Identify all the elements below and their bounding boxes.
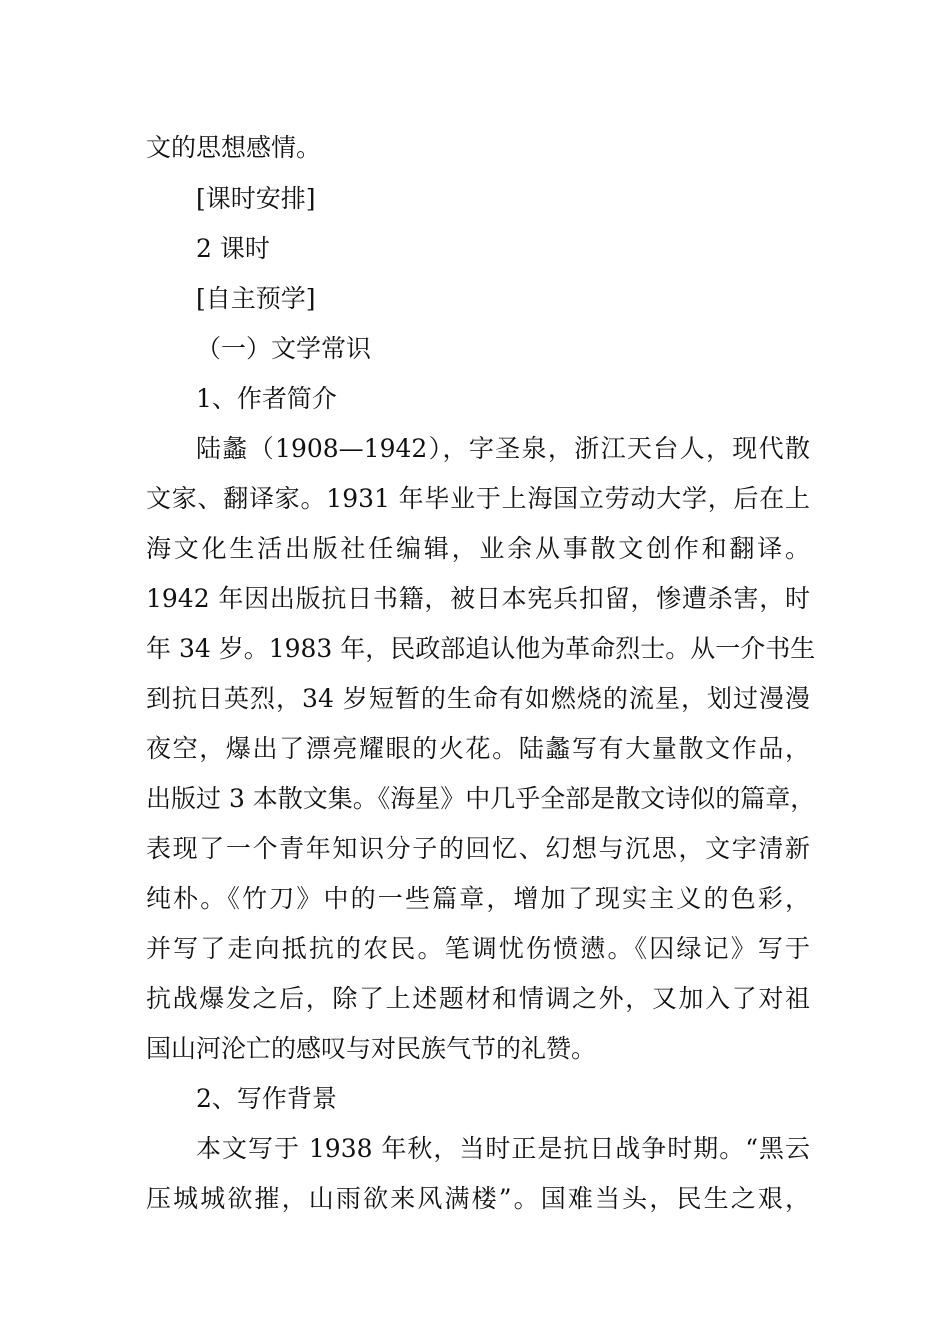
author-paragraph-line: 陆蠡（1908—1942），字圣泉，浙江天台人，现代散 (196, 434, 810, 463)
section-heading-schedule: [课时安排] (196, 184, 316, 213)
background-paragraph-line: 本文写于 1938 年秋，当时正是抗日战争时期。“黑云 (196, 1134, 810, 1163)
author-paragraph-line: 1942 年因出版抗日书籍，被日本宪兵扣留，惨遭杀害，时 (146, 584, 810, 613)
author-paragraph-line: 出版过 3 本散文集。《海星》中几乎全部是散文诗似的篇章， (146, 784, 816, 813)
paragraph-continuation-line: 文的思想感情。 (146, 133, 322, 162)
subsection-heading-literature: （一）文学常识 (196, 334, 372, 363)
item-heading-author: 1、作者简介 (196, 384, 337, 413)
item-heading-background: 2、写作背景 (196, 1084, 337, 1113)
author-paragraph-line: 文家、翻译家。1931 年毕业于上海国立劳动大学，后在上 (146, 484, 810, 513)
schedule-value: 2 课时 (196, 234, 270, 263)
author-paragraph-line: 表现了一个青年知识分子的回忆、幻想与沉思，文字清新 (146, 834, 810, 863)
author-paragraph-line: 并写了走向抵抗的农民。笔调忧伤愤懑。《囚绿记》写于 (146, 934, 810, 963)
author-paragraph-line: 年 34 岁。1983 年，民政部追认他为革命烈士。从一介书生 (146, 634, 816, 663)
author-paragraph-line: 国山河沦亡的感叹与对民族气节的礼赞。 (146, 1034, 597, 1063)
section-heading-preview: [自主预学] (196, 284, 316, 313)
author-paragraph-line: 抗战爆发之后，除了上述题材和情调之外，又加入了对祖 (146, 984, 810, 1013)
author-paragraph-line: 到抗日英烈，34 岁短暂的生命有如燃烧的流星，划过漫漫 (146, 684, 810, 713)
author-paragraph-line: 夜空，爆出了漂亮耀眼的火花。陆蠡写有大量散文作品， (146, 734, 810, 763)
author-paragraph-line: 海文化生活出版社任编辑，业余从事散文创作和翻译。 (146, 534, 810, 563)
author-paragraph-line: 纯朴。《竹刀》中的一些篇章，增加了现实主义的色彩， (146, 884, 810, 913)
background-paragraph-line: 压城城欲摧，山雨欲来风满楼”。国难当头，民生之艰， (146, 1184, 810, 1213)
